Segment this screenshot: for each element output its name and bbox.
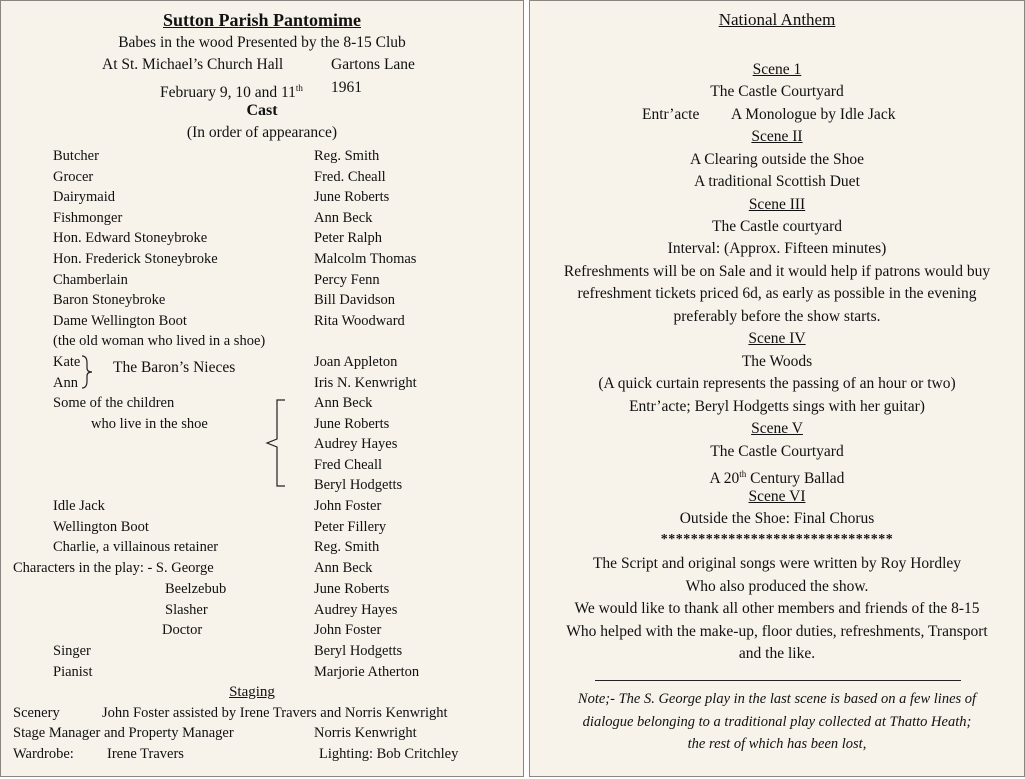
stage-manager-label: Stage Manager and Property Manager [13, 725, 234, 741]
cast-actor: Malcolm Thomas [314, 251, 417, 267]
scene-3-place: The Castle courtyard [712, 218, 842, 235]
ballad-line [530, 464, 1024, 489]
venue: At St. Michael’s Church Hall [102, 56, 284, 73]
lighting: Lighting: Bob Critchley [319, 746, 459, 762]
niece-name-2: Ann [53, 375, 78, 391]
entracte-1-value: A Monologue by Idle Jack [731, 106, 896, 123]
dates-superscript: th [295, 83, 303, 93]
cast-heading: Cast [246, 102, 278, 119]
dame-note: (the old woman who lived in a shoe) [53, 333, 266, 349]
scene-2-heading: Scene II [751, 128, 803, 145]
children-actor: June Roberts [314, 415, 390, 432]
scene-2-place: A Clearing outside the Shoe [690, 151, 864, 168]
cast-actor: John Foster [314, 622, 382, 639]
stage-manager-value: Norris Kenwright [314, 725, 417, 741]
entracte-1-label: Entr’acte [642, 106, 700, 123]
refreshments-line-2: refreshment tickets priced 6d, as early as possible in the evening [577, 285, 977, 302]
staging-heading: Staging [229, 684, 275, 700]
refreshments-line-1: Refreshments will be on Sale and it would help if patrons would buy [563, 263, 991, 280]
cast-role: Fishmonger [53, 209, 123, 226]
cast-actor: Reg. Smith [314, 539, 380, 556]
street: Gartons Lane [331, 56, 415, 73]
note-line-2: dialogue belonging to a traditional play collected at Thatto Heath; [582, 714, 972, 730]
children-line-1: Some of the children [53, 395, 175, 411]
nieces-brace [81, 355, 93, 389]
dates-text: February 9, 10 and 11 [160, 84, 296, 102]
right-programme-panel [529, 0, 1025, 777]
star-divider: ******************************* [660, 532, 894, 547]
cast-role: Dame Wellington Boot [53, 312, 187, 329]
children-actor: Beryl Hodgetts [314, 477, 403, 494]
note-line-1: Note;- The S. George play in the last scene is based on a few lines of [577, 691, 977, 707]
children-actor: Audrey Hayes [314, 436, 398, 453]
cast-role: Dairymaid [53, 189, 116, 206]
thanks-line-2: Who helped with the make-up, floor duties, refreshments, Transport [566, 623, 988, 640]
cast-actor: Reg. Smith [314, 148, 380, 164]
children-actor: Ann Beck [314, 395, 373, 411]
scene-1-heading: Scene 1 [752, 61, 802, 78]
order-note: (In order of appearance) [186, 124, 338, 141]
ballad-superscript: th [739, 469, 747, 479]
scene-2-extra: A traditional Scottish Duet [694, 173, 860, 190]
national-anthem: National Anthem [718, 10, 836, 29]
scene-5-place: The Castle Courtyard [710, 443, 844, 460]
wardrobe-label: Wardrobe: [13, 746, 74, 762]
cast-actor: Percy Fenn [314, 271, 380, 288]
scene-4-heading: Scene IV [748, 330, 806, 347]
thanks-line-3: and the like. [738, 645, 816, 662]
scenery-value: John Foster assisted by Irene Travers and Norris Kenwright [102, 705, 448, 721]
scene-6-heading: Scene VI [748, 488, 806, 505]
scene-3-heading: Scene III [748, 196, 806, 213]
ballad-text-post: Century Ballad [746, 470, 845, 488]
niece-actor-2: Iris N. Kenwright [314, 375, 417, 391]
refreshments-line-3: preferably before the show starts. [673, 308, 881, 325]
cast-actor: Ann Beck [314, 209, 373, 226]
children-actor: Fred Cheall [314, 456, 383, 473]
scene-4-note: (A quick curtain represents the passing of an hour or two) [598, 375, 956, 392]
play-characters-intro: Characters in the play: - S. George [13, 560, 214, 576]
cast-role: Wellington Boot [53, 518, 149, 535]
scene-6-place: Outside the Shoe: Final Chorus [679, 510, 875, 527]
note-line-3: the rest of which has been lost, [687, 736, 867, 752]
cast-actor: Peter Ralph [314, 230, 383, 247]
cast-actor: Fred. Cheall [314, 168, 386, 185]
cast-role: Singer [53, 643, 91, 659]
cast-role: Hon. Edward Stoneybroke [53, 230, 208, 247]
cast-actor: Beryl Hodgetts [314, 643, 403, 659]
niece-name-1: Kate [53, 354, 81, 370]
cast-actor: Audrey Hayes [314, 601, 398, 618]
wardrobe-value: Irene Travers [107, 746, 184, 762]
nieces-label: The Baron’s Nieces [113, 359, 236, 376]
dates [160, 78, 303, 103]
cast-role: Doctor [162, 622, 203, 639]
play-first-actor: Ann Beck [314, 560, 373, 576]
scene-5-heading: Scene V [751, 420, 803, 437]
thanks-line-1: We would like to thank all other members and friends of the 8-15 [574, 600, 980, 617]
programme-title: Sutton Parish Pantomime [163, 10, 361, 30]
ballad-text-pre: A 20 [709, 470, 740, 488]
children-line-2: who live in the shoe [91, 416, 208, 432]
credit-line-2: Who also produced the show. [685, 578, 869, 595]
cast-role: Idle Jack [53, 498, 105, 514]
cast-role: Hon. Frederick Stoneybroke [53, 251, 218, 267]
cast-actor: Marjorie Atherton [314, 663, 420, 680]
cast-role: Chamberlain [53, 271, 128, 288]
scene-4-entracte: Entr’acte; Beryl Hodgetts sings with her guitar) [629, 398, 925, 415]
scene-1-place: The Castle Courtyard [710, 83, 844, 100]
cast-role: Butcher [53, 148, 99, 164]
cast-role: Beelzebub [165, 581, 227, 597]
cast-actor: Bill Davidson [314, 292, 395, 309]
scenery-label: Scenery [13, 705, 60, 721]
scene-4-place: The Woods [741, 353, 813, 370]
year: 1961 [331, 79, 362, 96]
horizontal-rule [595, 680, 961, 681]
cast-actor: Rita Woodward [314, 312, 405, 329]
children-brace [265, 399, 287, 487]
presented-line: Babes in the wood Presented by the 8-15 Club [118, 34, 406, 51]
cast-actor: Peter Fillery [314, 518, 387, 535]
credit-line-1: The Script and original songs were written by Roy Hordley [592, 555, 962, 572]
cast-role: Pianist [53, 663, 93, 680]
cast-actor: June Roberts [314, 189, 390, 206]
cast-role: Slasher [165, 601, 208, 618]
cast-actor: John Foster [314, 498, 382, 514]
interval-line: Interval: (Approx. Fifteen minutes) [667, 240, 887, 257]
cast-actor: June Roberts [314, 581, 390, 597]
cast-role: Baron Stoneybroke [53, 292, 166, 309]
niece-actor-1: Joan Appleton [314, 354, 398, 370]
cast-role: Charlie, a villainous retainer [53, 539, 219, 556]
cast-role: Grocer [53, 168, 94, 185]
